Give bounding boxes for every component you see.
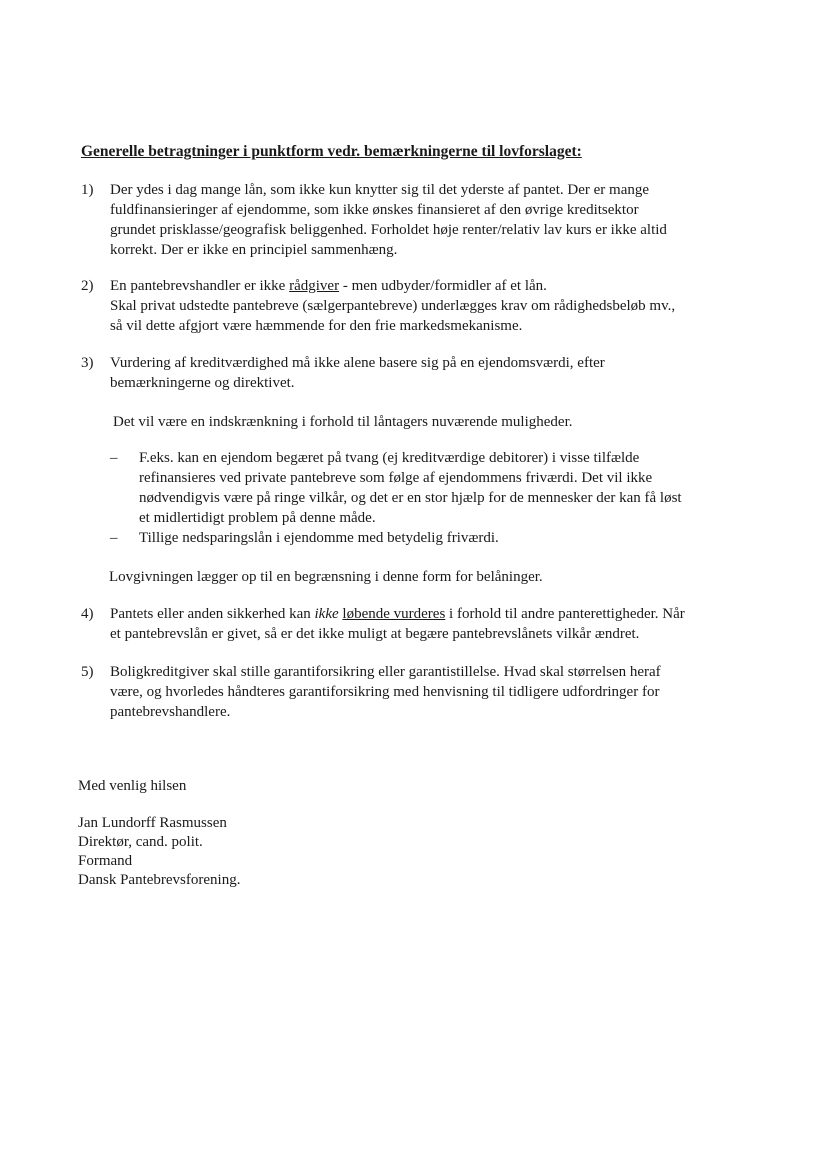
text-line: nødvendigvis være på ringe vilkår, og det er en stor hjælp for de mennesker der kan få løst [139, 490, 682, 506]
text-segment: i forhold til andre panterettigheder. Når [445, 606, 685, 622]
text-line: Skal privat udstedte pantebreve (sælgerpantebreve) underlægges krav om rådighedsbeløb mv., [110, 298, 676, 314]
text-line: korrekt. Der er ikke en principiel sammenhæng. [110, 242, 398, 258]
italic-term: ikke [314, 606, 339, 622]
item-number: 3) [81, 355, 94, 371]
text-line: grundet prisklasse/geografisk beliggenhed. Forholdet høje renter/relativ lav kurs er ikke altid [110, 222, 667, 238]
paragraph: Det vil være en indskrænkning i forhold til låntagers nuværende muligheder. [113, 414, 573, 430]
list-item-5 [81, 662, 761, 722]
list-item-2 [81, 276, 761, 336]
bullet-item-1 [110, 448, 770, 528]
list-item-4 [81, 604, 761, 644]
paragraph: Lovgivningen lægger op til en begrænsning i denne form for belåninger. [109, 569, 543, 585]
text-line: Der ydes i dag mange lån, som ikke kun knytter sig til det yderste af pantet. Der er mange [110, 182, 650, 198]
item-body [110, 662, 761, 722]
bullet-item-2 [110, 528, 770, 548]
signature-block [78, 814, 240, 890]
text-line: så vil dette afgjort være hæmmende for den frie markedsmekanisme. [110, 318, 523, 334]
text-line: Boligkreditgiver skal stille garantiforsikring eller garantistillelse. Hvad skal størrelsen heraf [110, 664, 661, 680]
item-body [110, 604, 761, 644]
text-line: bemærkningerne og direktivet. [110, 375, 295, 391]
text-line: Tillige nedsparingslån i ejendomme med betydelig friværdi. [139, 530, 499, 546]
closing-greeting: Med venlig hilsen [78, 778, 187, 794]
item-number: 2) [81, 278, 94, 294]
document-heading: Generelle betragtninger i punktform vedr. bemærkningerne til lovforslaget: [81, 143, 582, 160]
item-body [110, 353, 761, 393]
item-body [110, 180, 761, 260]
text-line: pantebrevshandlere. [110, 704, 231, 720]
item-number: 1) [81, 182, 94, 198]
text-segment: Pantets eller anden sikkerhed kan [110, 606, 315, 622]
text-line: være, og hvorledes håndteres garantiforsikring med henvisning til tidligere udfordringer for [110, 684, 660, 700]
text-line: fuldfinansieringer af ejendomme, som ikke ønskes finansieret af den øvrige kreditsektor [110, 202, 639, 218]
signer-name: Jan Lundorff Rasmussen [78, 815, 227, 831]
signer-role: Formand [78, 853, 133, 869]
text-line [110, 604, 761, 624]
text-segment: En pantebrevshandler er ikke [110, 278, 290, 294]
underlined-term: løbende vurderes [342, 606, 446, 622]
underlined-term: rådgiver [289, 278, 340, 294]
bullet-body [139, 448, 770, 528]
text-line: refinansieres ved private pantebreve som følge af ejendommens friværdi. Det vil ikke [139, 470, 653, 486]
text-line: Vurdering af kreditværdighed må ikke alene basere sig på en ejendomsværdi, efter [110, 355, 605, 371]
bullet-body [139, 528, 770, 548]
item-number: 4) [81, 606, 94, 622]
signer-organization: Dansk Pantebrevsforening. [78, 872, 241, 888]
item-number: 5) [81, 664, 94, 680]
item-body [110, 276, 761, 336]
list-item-3 [81, 353, 761, 393]
text-line: et pantebrevslån er givet, så er det ikke muligt at begære pantebrevslånets vilkår ændret. [110, 626, 640, 642]
text-segment: - men udbyder/formidler af et lån. [339, 278, 547, 294]
text-line: et midlertidigt problem på denne måde. [139, 510, 376, 526]
text-line: F.eks. kan en ejendom begæret på tvang (ej kreditværdige debitorer) i visse tilfælde [139, 450, 640, 466]
bullet-dash: – [110, 450, 118, 466]
text-line [110, 276, 761, 296]
list-item-1 [81, 180, 761, 260]
bullet-dash: – [110, 530, 118, 546]
signer-title: Direktør, cand. polit. [78, 834, 203, 850]
